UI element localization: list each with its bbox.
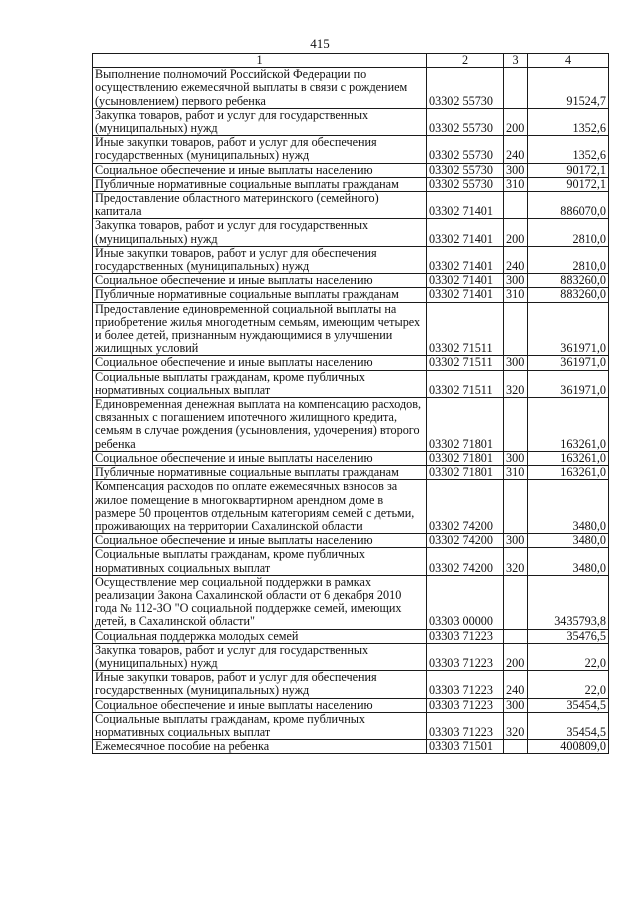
table-row [93, 712, 609, 739]
row-code-cell: 03303 71223 [427, 712, 504, 739]
row-amount-cell: 361971,0 [528, 356, 609, 370]
row-name-cell: Социальное обеспечение и иные выплаты населению [93, 163, 427, 177]
row-expense-type-cell: 320 [504, 370, 528, 397]
row-expense-type-cell [504, 629, 528, 643]
row-code-cell: 03302 71801 [427, 451, 504, 465]
budget-table [92, 53, 609, 754]
table-row [93, 219, 609, 246]
row-code-cell: 03302 74200 [427, 534, 504, 548]
table-row [93, 177, 609, 191]
table-row [93, 246, 609, 273]
row-amount-cell: 22,0 [528, 643, 609, 670]
row-name-cell: Ежемесячное пособие на ребенка [93, 740, 427, 754]
row-expense-type-cell: 300 [504, 534, 528, 548]
row-amount-cell: 361971,0 [528, 370, 609, 397]
row-amount-cell: 1352,6 [528, 108, 609, 135]
table-row [93, 302, 609, 356]
row-expense-type-cell [504, 192, 528, 219]
row-code-cell: 03303 71223 [427, 643, 504, 670]
row-code-cell: 03302 71401 [427, 288, 504, 302]
row-amount-cell: 883260,0 [528, 288, 609, 302]
row-expense-type-cell: 300 [504, 451, 528, 465]
row-expense-type-cell: 300 [504, 163, 528, 177]
table-row [93, 466, 609, 480]
row-name-cell: Иные закупки товаров, работ и услуг для обеспечения государственных (муниципальных) нужд [93, 671, 427, 698]
row-name-cell: Социальные выплаты гражданам, кроме публичных нормативных социальных выплат [93, 370, 427, 397]
row-name-cell: Закупка товаров, работ и услуг для государственных (муниципальных) нужд [93, 219, 427, 246]
row-expense-type-cell [504, 302, 528, 356]
table-row [93, 108, 609, 135]
row-amount-cell: 886070,0 [528, 192, 609, 219]
row-name-cell: Социальное обеспечение и иные выплаты населению [93, 451, 427, 465]
table-body [93, 68, 609, 754]
page-number: 415 [310, 36, 330, 51]
row-name-cell: Социальное обеспечение и иные выплаты населению [93, 534, 427, 548]
row-amount-cell: 400809,0 [528, 740, 609, 754]
row-amount-cell: 35476,5 [528, 629, 609, 643]
table-row [93, 136, 609, 163]
table-header-row [93, 54, 609, 68]
row-amount-cell: 163261,0 [528, 451, 609, 465]
row-name-cell: Закупка товаров, работ и услуг для государственных (муниципальных) нужд [93, 643, 427, 670]
row-name-cell: Предоставление единовременной социальной выплаты на приобретение жилья многодетным семьям, имеющим четырех и более детей, признанным нуждающимися в улучшении жилищных условий [93, 302, 427, 356]
row-code-cell: 03303 00000 [427, 575, 504, 629]
row-expense-type-cell: 310 [504, 466, 528, 480]
row-code-cell: 03302 71511 [427, 370, 504, 397]
row-name-cell: Социальные выплаты гражданам, кроме публичных нормативных социальных выплат [93, 548, 427, 575]
row-expense-type-cell [504, 68, 528, 109]
row-amount-cell: 90172,1 [528, 177, 609, 191]
row-name-cell: Осуществление мер социальной поддержки в рамках реализации Закона Сахалинской области от 6 декабря 2010 года № 112-ЗО "О социальной поддержке семей, имеющих детей, в Сахалинской области" [93, 575, 427, 629]
table-row [93, 575, 609, 629]
row-expense-type-cell: 300 [504, 698, 528, 712]
table-row [93, 451, 609, 465]
table-row [93, 698, 609, 712]
row-expense-type-cell: 300 [504, 356, 528, 370]
row-name-cell: Публичные нормативные социальные выплаты гражданам [93, 288, 427, 302]
row-code-cell: 03302 71401 [427, 274, 504, 288]
row-code-cell: 03302 71801 [427, 466, 504, 480]
row-name-cell: Социальная поддержка молодых семей [93, 629, 427, 643]
row-expense-type-cell [504, 398, 528, 452]
row-expense-type-cell: 240 [504, 246, 528, 273]
row-code-cell: 03302 71511 [427, 356, 504, 370]
table-row [93, 548, 609, 575]
row-code-cell: 03303 71501 [427, 740, 504, 754]
table-row [93, 356, 609, 370]
row-amount-cell: 3480,0 [528, 534, 609, 548]
table-row [93, 534, 609, 548]
row-expense-type-cell [504, 575, 528, 629]
row-expense-type-cell [504, 480, 528, 534]
row-amount-cell: 1352,6 [528, 136, 609, 163]
row-expense-type-cell: 240 [504, 136, 528, 163]
row-name-cell: Компенсация расходов по оплате ежемесячных взносов за жилое помещение в многоквартирном арендном доме в размере 50 процентов отдельным категориям семей с детьми, проживающих на территории Сахалинской области [93, 480, 427, 534]
row-expense-type-cell: 320 [504, 548, 528, 575]
table-row [93, 398, 609, 452]
row-expense-type-cell: 310 [504, 288, 528, 302]
row-code-cell: 03302 55730 [427, 68, 504, 109]
row-expense-type-cell: 200 [504, 108, 528, 135]
row-expense-type-cell: 200 [504, 219, 528, 246]
row-name-cell: Социальное обеспечение и иные выплаты населению [93, 356, 427, 370]
row-code-cell: 03302 74200 [427, 548, 504, 575]
table-row [93, 192, 609, 219]
row-expense-type-cell: 320 [504, 712, 528, 739]
header-col-3: 3 [504, 54, 528, 68]
table-row [93, 480, 609, 534]
row-amount-cell: 3480,0 [528, 548, 609, 575]
row-code-cell: 03302 71511 [427, 302, 504, 356]
row-name-cell: Социальные выплаты гражданам, кроме публичных нормативных социальных выплат [93, 712, 427, 739]
row-name-cell: Публичные нормативные социальные выплаты гражданам [93, 177, 427, 191]
table-row [93, 68, 609, 109]
row-code-cell: 03302 71401 [427, 219, 504, 246]
row-expense-type-cell: 310 [504, 177, 528, 191]
row-code-cell: 03302 71801 [427, 398, 504, 452]
row-name-cell: Социальное обеспечение и иные выплаты населению [93, 274, 427, 288]
row-expense-type-cell: 200 [504, 643, 528, 670]
row-expense-type-cell: 300 [504, 274, 528, 288]
row-amount-cell: 22,0 [528, 671, 609, 698]
header-col-4: 4 [528, 54, 609, 68]
row-code-cell: 03302 74200 [427, 480, 504, 534]
row-code-cell: 03302 71401 [427, 192, 504, 219]
row-expense-type-cell: 240 [504, 671, 528, 698]
table-row [93, 163, 609, 177]
row-amount-cell: 163261,0 [528, 398, 609, 452]
row-expense-type-cell [504, 740, 528, 754]
table-row [93, 288, 609, 302]
row-amount-cell: 91524,7 [528, 68, 609, 109]
row-name-cell: Выполнение полномочий Российской Федерации по осуществлению ежемесячной выплаты в связи с рождением (усыновлением) первого ребенка [93, 68, 427, 109]
row-name-cell: Иные закупки товаров, работ и услуг для обеспечения государственных (муниципальных) нужд [93, 246, 427, 273]
table-row [93, 740, 609, 754]
table-row [93, 629, 609, 643]
row-amount-cell: 35454,5 [528, 712, 609, 739]
row-amount-cell: 883260,0 [528, 274, 609, 288]
row-code-cell: 03302 71401 [427, 246, 504, 273]
row-amount-cell: 2810,0 [528, 219, 609, 246]
row-amount-cell: 35454,5 [528, 698, 609, 712]
row-name-cell: Закупка товаров, работ и услуг для государственных (муниципальных) нужд [93, 108, 427, 135]
row-code-cell: 03303 71223 [427, 698, 504, 712]
table-row [93, 643, 609, 670]
row-code-cell: 03303 71223 [427, 629, 504, 643]
row-amount-cell: 3435793,8 [528, 575, 609, 629]
row-code-cell: 03302 55730 [427, 136, 504, 163]
row-amount-cell: 2810,0 [528, 246, 609, 273]
row-amount-cell: 163261,0 [528, 466, 609, 480]
row-amount-cell: 3480,0 [528, 480, 609, 534]
row-name-cell: Публичные нормативные социальные выплаты гражданам [93, 466, 427, 480]
table-row [93, 370, 609, 397]
row-name-cell: Предоставление областного материнского (семейного) капитала [93, 192, 427, 219]
row-amount-cell: 90172,1 [528, 163, 609, 177]
table-row [93, 274, 609, 288]
row-code-cell: 03302 55730 [427, 177, 504, 191]
header-col-2: 2 [427, 54, 504, 68]
table-row [93, 671, 609, 698]
row-code-cell: 03302 55730 [427, 108, 504, 135]
header-col-1: 1 [93, 54, 427, 68]
row-name-cell: Единовременная денежная выплата на компенсацию расходов, связанных с погашением ипотечного жилищного кредита, семьям в случае рождения (усыновления, удочерения) второго ребенка [93, 398, 427, 452]
row-code-cell: 03302 55730 [427, 163, 504, 177]
row-name-cell: Социальное обеспечение и иные выплаты населению [93, 698, 427, 712]
row-code-cell: 03303 71223 [427, 671, 504, 698]
row-amount-cell: 361971,0 [528, 302, 609, 356]
row-name-cell: Иные закупки товаров, работ и услуг для обеспечения государственных (муниципальных) нужд [93, 136, 427, 163]
